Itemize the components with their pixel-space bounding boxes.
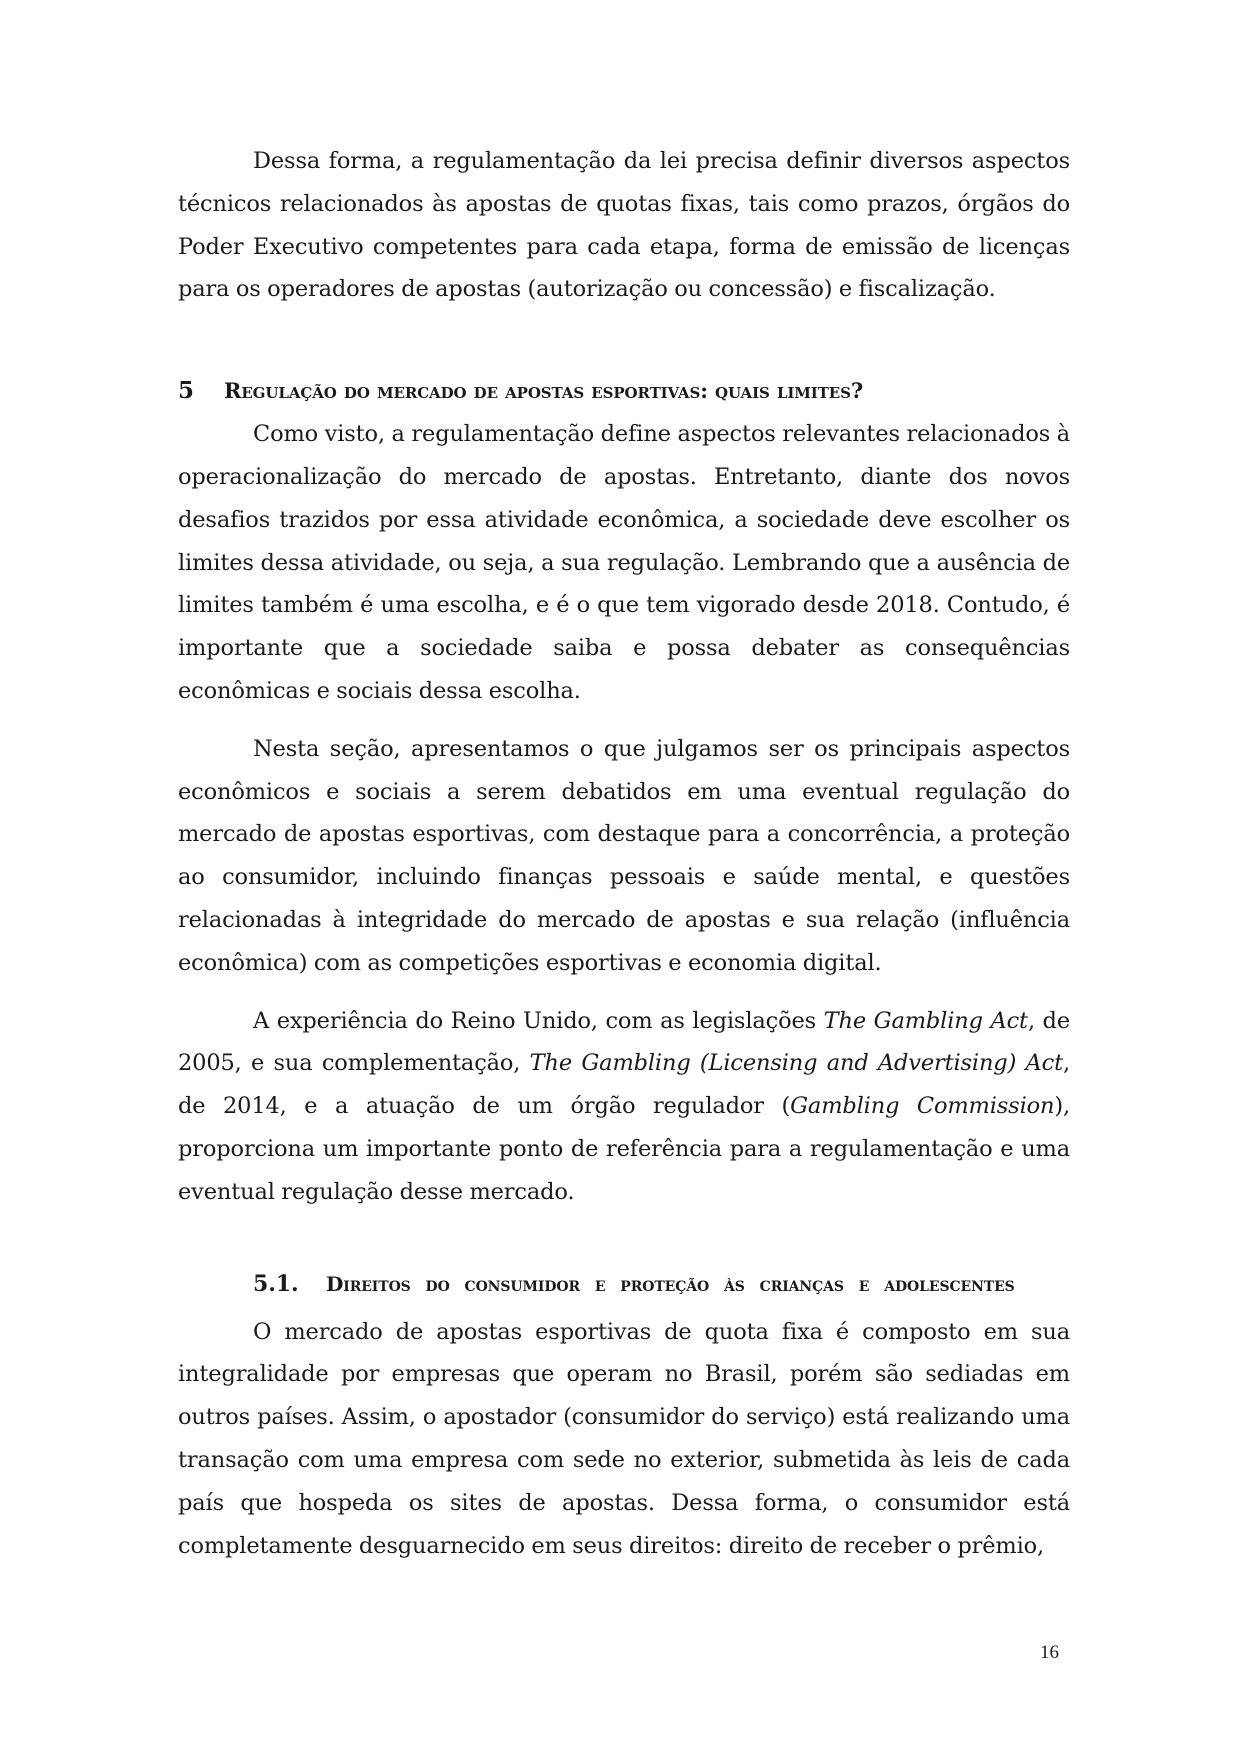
document-page <box>178 140 1070 1582</box>
text-run: , de 2005, e sua complementação, <box>178 1007 1070 1077</box>
subsection-number: 5.1. <box>253 1270 299 1297</box>
italic-law-title: The Gambling Act <box>823 1007 1028 1034</box>
section-number: 5 <box>178 377 194 405</box>
subsection-title: Direitos do consumidor e proteção às crianças e adolescentes <box>326 1271 1015 1296</box>
text-run: , de 2014, e a atuação de um órgão regulador ( <box>178 1050 1070 1120</box>
text-run: A experiência do Reino Unido, com as legislações <box>253 1007 824 1034</box>
paragraph-uk-experience <box>178 1000 1070 1214</box>
subsection-heading <box>253 1270 1070 1299</box>
paragraph-consumer-rights: O mercado de apostas esportivas de quota fixa é composto em sua integralidade por empresas que operam no Brasil, porém são sediadas em outros países. Assim, o apostador (consumidor do serviço) está realizando uma transação com uma empresa com sede no exterior, submetida às leis de cada país que hospeda os sites de apostas. Dessa forma, o consumidor está completamente desguarnecido em seus direitos: direito de receber o prêmio, <box>178 1318 1070 1559</box>
paragraph-section-intro: Como visto, a regulamentação define aspectos relevantes relacionados à operacionalização do mercado de apostas. Entretanto, diante dos novos desafios trazidos por essa atividade econômica, a sociedade deve escolher os limites dessa atividade, ou seja, a sua regulação. Lembrando que a ausência de limites também é uma escolha, e é o que tem vigorado desde 2018. Contudo, é importante que a sociedade saiba e possa debater as consequências econômicas e sociais dessa escolha. <box>178 421 1070 704</box>
section-heading <box>178 373 1070 409</box>
page-number: 16 <box>1040 1642 1059 1663</box>
italic-law-title: The Gambling (Licensing and Advertising) Act <box>529 1050 1063 1077</box>
italic-regulator-name: Gambling Commission <box>790 1093 1055 1120</box>
paragraph-aspects: Nesta seção, apresentamos o que julgamos ser os principais aspectos econômicos e sociais a serem debatidos em uma eventual regulação do mercado de apostas esportivas, com destaque para a concorrência, a proteção ao consumidor, incluindo finanças pessoais e saúde mental, e questões relacionadas à integridade do mercado de apostas e sua relação (influência econômica) com as competições esportivas e economia digital. <box>178 735 1070 976</box>
section-title: Regulação do mercado de apostas esportivas: quais limites? <box>224 378 864 404</box>
text-run: ), proporciona um importante ponto de referência para a regulamentação e uma eventual regulação desse mercado. <box>178 1093 1071 1205</box>
paragraph-intro: Dessa forma, a regulamentação da lei precisa definir diversos aspectos técnicos relacionados às apostas de quotas fixas, tais como prazos, órgãos do Poder Executivo competentes para cada etapa, forma de emissão de licenças para os operadores de apostas (autorização ou concessão) e fiscalização. <box>178 148 1070 303</box>
